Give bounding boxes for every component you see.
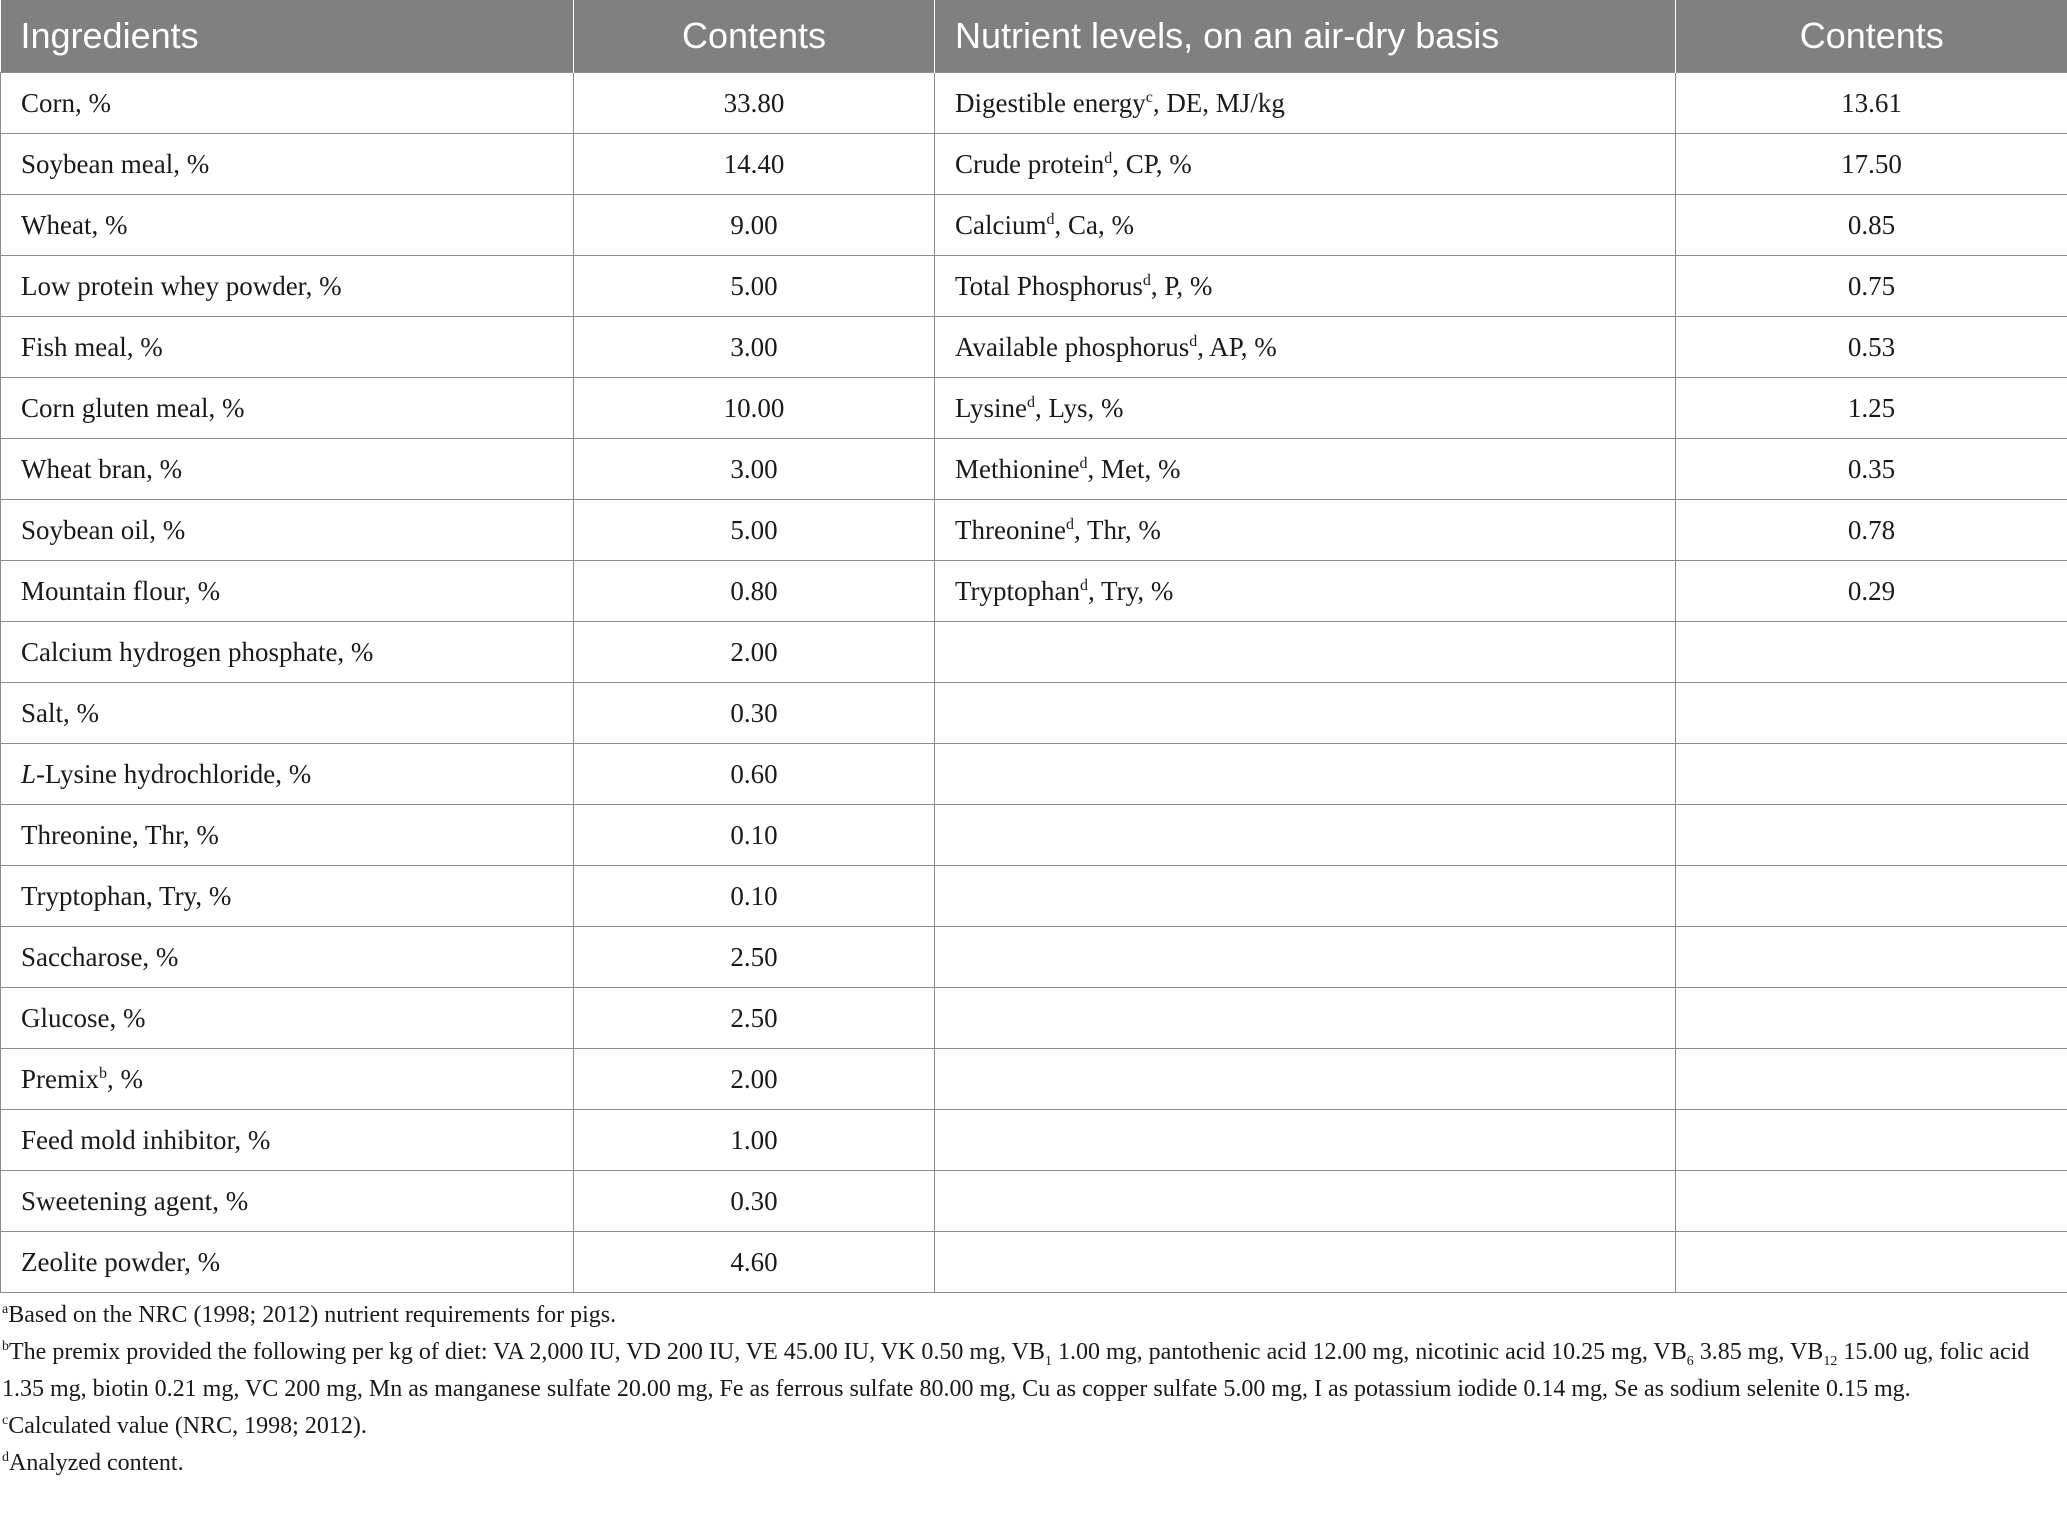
header-nutrient-contents: Contents — [1676, 0, 2067, 73]
table-row — [1, 622, 2067, 683]
ingredient-content: 0.30 — [574, 1171, 935, 1232]
ingredient-name: Corn gluten meal, % — [1, 378, 574, 439]
nutrient-content — [1676, 1232, 2067, 1293]
table-row — [1, 317, 2067, 378]
table-row — [1, 744, 2067, 805]
table-row — [1, 195, 2067, 256]
ingredient-name: Corn, % — [1, 73, 574, 134]
nutrient-name — [935, 927, 1676, 988]
ingredient-name: Soybean oil, % — [1, 500, 574, 561]
ingredient-content: 0.80 — [574, 561, 935, 622]
nutrient-content — [1676, 866, 2067, 927]
nutrient-name — [935, 1049, 1676, 1110]
header-ingredients: Ingredients — [1, 0, 574, 73]
nutrient-name: Calcium$^d$, Ca, % — [935, 195, 1676, 256]
table-row — [1, 134, 2067, 195]
nutrient-name: Lysine$^d$, Lys, % — [935, 378, 1676, 439]
table-row — [1, 988, 2067, 1049]
nutrient-name: Tryptophan$^d$, Try, % — [935, 561, 1676, 622]
ingredient-name: Soybean meal, % — [1, 134, 574, 195]
nutrient-content: 0.78 — [1676, 500, 2067, 561]
ingredient-content: 2.50 — [574, 927, 935, 988]
table-row — [1, 1110, 2067, 1171]
ingredient-name: Wheat bran, % — [1, 439, 574, 500]
ingredient-name: Zeolite powder, % — [1, 1232, 574, 1293]
ingredient-content: 0.10 — [574, 805, 935, 866]
ingredient-content: 1.00 — [574, 1110, 935, 1171]
ingredient-content: 0.60 — [574, 744, 935, 805]
ingredient-name: Mountain flour, % — [1, 561, 574, 622]
table-row — [1, 866, 2067, 927]
ingredient-name: Salt, % — [1, 683, 574, 744]
nutrient-name — [935, 683, 1676, 744]
ingredient-content: 14.40 — [574, 134, 935, 195]
nutrient-name — [935, 1110, 1676, 1171]
footnote-d: $^d$Analyzed content. — [2, 1450, 184, 1476]
nutrient-content: 0.85 — [1676, 195, 2067, 256]
ingredient-content: 5.00 — [574, 500, 935, 561]
table-header-row — [1, 0, 2067, 73]
nutrient-name — [935, 1232, 1676, 1293]
table-row — [1, 500, 2067, 561]
table-row — [1, 73, 2067, 134]
table-row — [1, 683, 2067, 744]
ingredient-name: Premix$^b$, % — [1, 1049, 574, 1110]
ingredient-content: 2.50 — [574, 988, 935, 1049]
nutrient-content: 17.50 — [1676, 134, 2067, 195]
footnote-a: $^a$Based on the NRC (1998; 2012) nutrient requirements for pigs. — [2, 1302, 617, 1328]
ingredient-content: 4.60 — [574, 1232, 935, 1293]
nutrient-content — [1676, 805, 2067, 866]
ingredient-name: Threonine, Thr, % — [1, 805, 574, 866]
nutrient-content: 13.61 — [1676, 73, 2067, 134]
ingredient-name: L-Lysine hydrochloride, % — [1, 744, 574, 805]
ingredient-content: 3.00 — [574, 317, 935, 378]
ingredient-content: 33.80 — [574, 73, 935, 134]
nutrient-name — [935, 622, 1676, 683]
nutrient-name: Available phosphorus$^d$, AP, % — [935, 317, 1676, 378]
nutrient-name: Crude protein$^d$, CP, % — [935, 134, 1676, 195]
ingredient-content: 0.10 — [574, 866, 935, 927]
table-row — [1, 378, 2067, 439]
table-row — [1, 561, 2067, 622]
nutrient-content — [1676, 622, 2067, 683]
ingredient-name: Calcium hydrogen phosphate, % — [1, 622, 574, 683]
table-row — [1, 927, 2067, 988]
ingredient-content: 3.00 — [574, 439, 935, 500]
table-row — [1, 439, 2067, 500]
nutrient-content: 1.25 — [1676, 378, 2067, 439]
table-row — [1, 805, 2067, 866]
nutrient-content — [1676, 683, 2067, 744]
nutrient-content: 0.29 — [1676, 561, 2067, 622]
nutrient-content — [1676, 927, 2067, 988]
nutrient-name — [935, 988, 1676, 1049]
nutrient-content: 0.35 — [1676, 439, 2067, 500]
table-body — [1, 73, 2067, 1293]
nutrient-name — [935, 805, 1676, 866]
table-row — [1, 256, 2067, 317]
nutrient-content — [1676, 1110, 2067, 1171]
nutrient-name — [935, 744, 1676, 805]
ingredient-content: 0.30 — [574, 683, 935, 744]
ingredient-name: Glucose, % — [1, 988, 574, 1049]
table-row — [1, 1049, 2067, 1110]
table-row — [1, 1171, 2067, 1232]
table-footnotes — [0, 1293, 2067, 1482]
nutrient-name: Total Phosphorus$^d$, P, % — [935, 256, 1676, 317]
ingredient-name: Feed mold inhibitor, % — [1, 1110, 574, 1171]
footnote-c: $^c$Calculated value (NRC, 1998; 2012). — [2, 1413, 367, 1439]
footnote-b: $^b$The premix provided the following per kg of diet: VA 2,000 IU, VD 200 IU, VE 45.00 IU, VK 0.50 mg, $VB_1$ 1.00 mg, pantothenic acid 12.00 mg, nicotinic acid 10.25 mg, $VB_6$ 3.85 mg, $VB_{12}$ 15.00 ug, folic acid 1.35 mg, biotin 0.21 mg, VC 200 mg, Mn as manganese sulfate 20.00 mg, Fe as ferrous sulfate 80.00 mg, Cu as copper sulfate 5.00 mg, I as potassium iodide 0.14 mg, Se as sodium selenite 0.15 mg. — [2, 1339, 2030, 1402]
nutrient-name — [935, 1171, 1676, 1232]
ingredient-name: Saccharose, % — [1, 927, 574, 988]
table-row — [1, 1232, 2067, 1293]
ingredient-content: 5.00 — [574, 256, 935, 317]
ingredient-content: 9.00 — [574, 195, 935, 256]
ingredient-name: Tryptophan, Try, % — [1, 866, 574, 927]
ingredient-name: Sweetening agent, % — [1, 1171, 574, 1232]
nutrient-name: Threonine$^d$, Thr, % — [935, 500, 1676, 561]
ingredient-content: 2.00 — [574, 622, 935, 683]
nutrient-name — [935, 866, 1676, 927]
nutrient-name: Digestible energy$^c$, DE, MJ/kg — [935, 73, 1676, 134]
nutrient-content: 0.53 — [1676, 317, 2067, 378]
nutrient-content — [1676, 988, 2067, 1049]
nutrient-content — [1676, 1049, 2067, 1110]
header-ingredient-contents: Contents — [574, 0, 935, 73]
nutrient-content — [1676, 744, 2067, 805]
header-nutrient-levels: Nutrient levels, on an air-dry basis — [935, 0, 1676, 73]
nutrient-content — [1676, 1171, 2067, 1232]
ingredient-name: Wheat, % — [1, 195, 574, 256]
nutrient-content: 0.75 — [1676, 256, 2067, 317]
ingredient-name: Fish meal, % — [1, 317, 574, 378]
ingredient-name: Low protein whey powder, % — [1, 256, 574, 317]
nutrient-name: Methionine$^d$, Met, % — [935, 439, 1676, 500]
ingredient-content: 2.00 — [574, 1049, 935, 1110]
ingredient-content: 10.00 — [574, 378, 935, 439]
